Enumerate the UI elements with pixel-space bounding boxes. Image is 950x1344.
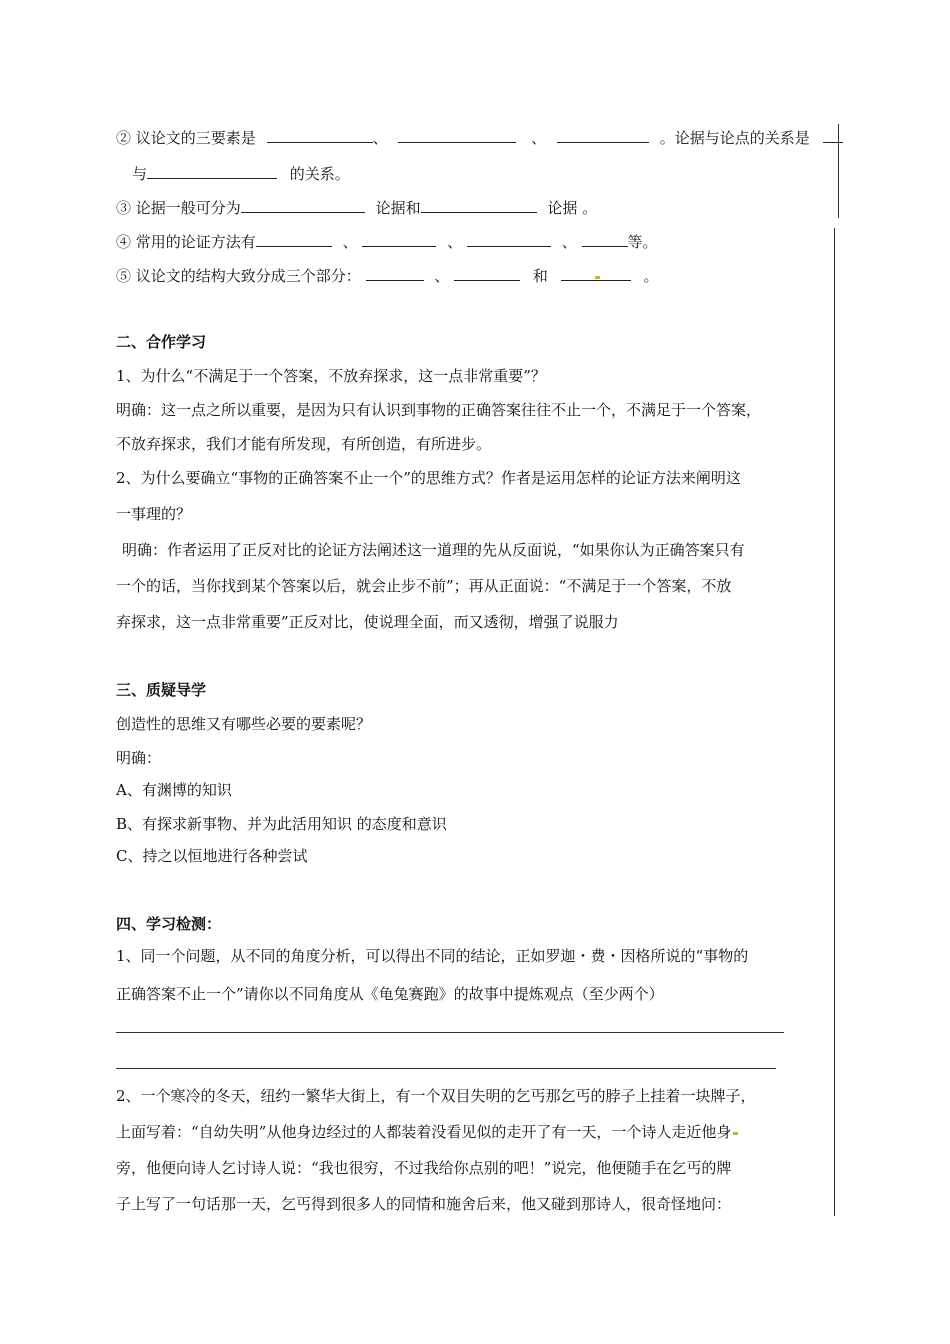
- blank-q5-1[interactable]: [366, 266, 424, 281]
- s3-answer-label: 明确：: [116, 749, 162, 767]
- question-3: ③ 论据一般可分为 论据和 论据 。: [116, 199, 598, 217]
- s3-item-c: C、持之以恒地进行各种尝试: [116, 847, 308, 865]
- blank-q2-2[interactable]: [398, 128, 516, 143]
- s4-question-2-line3: 旁，他便向诗人乞讨诗人说：“我也很穷，不过我给你点别的吧！”说完，他便随手在乞丐的牌: [116, 1159, 732, 1177]
- question-4: ④ 常用的论证方法有 、 、 、 等。: [116, 233, 658, 251]
- s2-answer-2-line1: 明确：作者运用了正反对比的论证方法阐述这一道理的先从反面说，“如果你认为正确答案只有: [122, 541, 745, 559]
- s3-item-a: A、有渊博的知识: [116, 781, 232, 799]
- heading-question-guided: 三、质疑导学: [116, 681, 207, 699]
- blank-q4-1[interactable]: [256, 232, 332, 247]
- s2-answer-1-line1: 明确：这一点之所以重要，是因为只有认识到事物的正确答案往往不止一个，不满足于一个答案，: [116, 401, 762, 419]
- highlight-mark: [733, 1132, 738, 1135]
- blank-q2-1[interactable]: [267, 128, 373, 143]
- blank-q3-1[interactable]: [241, 198, 365, 213]
- blank-q5-3[interactable]: [561, 266, 631, 281]
- question-2-line1: ② 议论文的三要素是 、 、 。论据与论点的关系是: [116, 128, 843, 148]
- s3-item-b: B、有探求新事物、并为此活用知识 的态度和意识: [116, 815, 447, 833]
- blank-q3-2[interactable]: [421, 198, 537, 213]
- blank-q2-3[interactable]: [557, 128, 649, 143]
- s2-answer-1-line2: 不放弃探求，我们才能有所发现，有所创造，有所进步。: [116, 435, 492, 453]
- heading-learning-check: 四、学习检测：: [116, 915, 222, 933]
- question-2-line2: 与 的关系。: [132, 165, 350, 183]
- margin-bar-main: [834, 228, 835, 1216]
- s4-question-1-line1: 1、同一个问题，从不同的角度分析，可以得出不同的结论，正如罗迦・费・因格所说的“事物的: [116, 947, 749, 965]
- question-5: ⑤ 议论文的结构大致分成三个部分： 、 和 。: [116, 267, 659, 285]
- answer-line-1[interactable]: [116, 1032, 784, 1033]
- s2-question-2-line1: 2、为什么要确立“事物的正确答案不止一个”的思维方式？作者是运用怎样的论证方法来阐明这: [116, 469, 741, 487]
- s4-question-1-line2: 正确答案不止一个”请你以不同角度从《龟兔赛跑》的故事中提炼观点（至少两个）: [116, 985, 664, 1003]
- s2-question-2-line2: 一事理的？: [116, 505, 192, 523]
- blank-q2-5[interactable]: [147, 164, 277, 179]
- blank-q2-4[interactable]: [823, 128, 843, 143]
- s2-question-1: 1、为什么“不满足于一个答案，不放弃探求，这一点非常重要”？: [116, 367, 546, 385]
- s4-question-2-line1: 2、一个寒冷的冬天，纽约一繁华大街上，有一个双目失明的乞丐那乞丐的脖子上挂着一块牌子，: [116, 1087, 756, 1105]
- heading-cooperative-learning: 二、合作学习: [116, 333, 207, 351]
- blank-q4-3[interactable]: [467, 232, 551, 247]
- s4-question-2-line2: 上面写着：“自幼失明”从他身边经过的人都装着没看见似的走开了有一天，一个诗人走近他身: [116, 1122, 738, 1142]
- s3-question: 创造性的思维又有哪些必要的要素呢？: [116, 715, 372, 733]
- s2-answer-2-line2: 一个的话，当你找到某个答案以后，就会止步不前”；再从正面说：“不满足于一个答案，不放: [116, 577, 732, 595]
- blank-q5-2[interactable]: [454, 266, 520, 281]
- answer-line-2[interactable]: [116, 1068, 776, 1069]
- blank-q4-2[interactable]: [362, 232, 436, 247]
- s2-answer-2-line3: 弃探求，这一点非常重要”正反对比，使说理全面，而又透彻，增强了说服力: [116, 613, 619, 631]
- s4-question-2-line4: 子上写了一句话那一天，乞丐得到很多人的同情和施舍后来，他又碰到那诗人，很奇怪地问：: [116, 1195, 732, 1213]
- blank-q4-4[interactable]: [582, 232, 628, 247]
- highlight-mark: [595, 276, 600, 279]
